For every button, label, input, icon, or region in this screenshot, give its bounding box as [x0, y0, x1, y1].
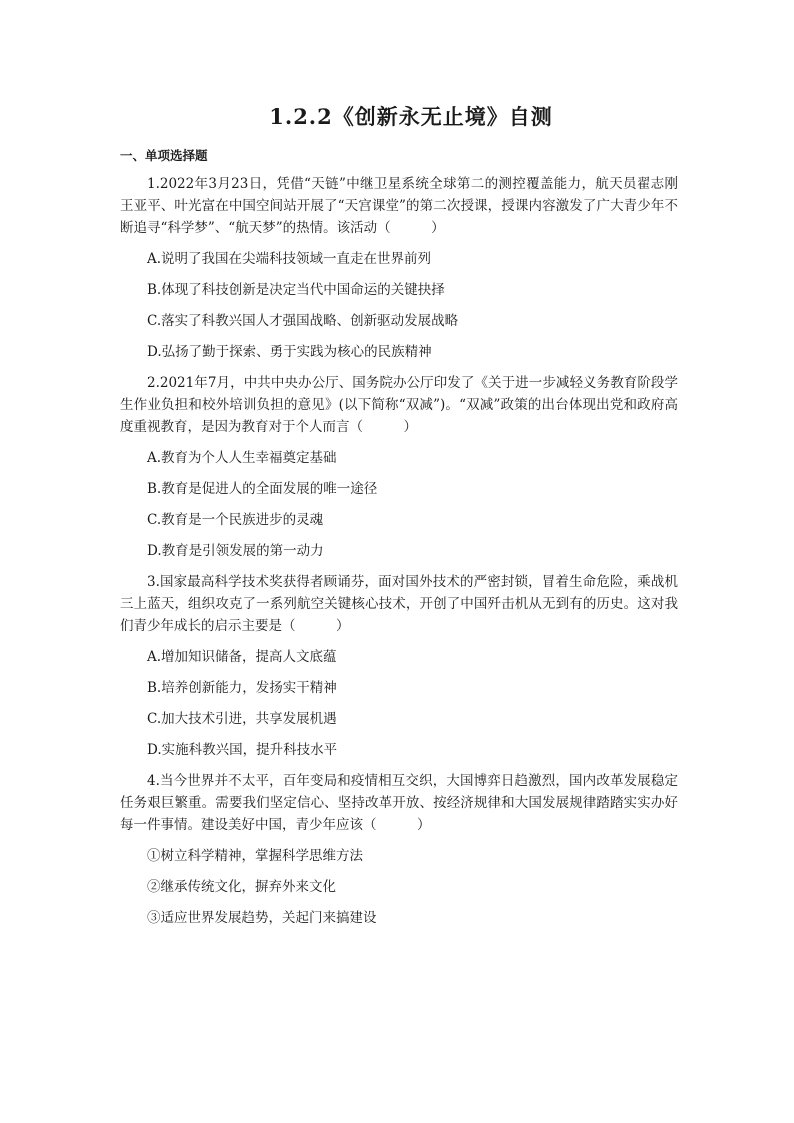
question-4: [120, 770, 678, 929]
question-stem: 4.当今世界并不太平，百年变局和疫情相互交织，大国博弈日趋激烈，国内改革发展稳定任务艰巨繁重。需要我们坚定信心、坚持改革开放、按经济规律和大国发展规律踏踏实实办好每一件事情。建设美好中国，青少年应该（ ）: [120, 773, 678, 833]
section-heading: 一、单项选择题: [120, 148, 208, 163]
option-d: D.弘扬了勤于探索、勇于实践为核心的民族精神: [147, 344, 432, 360]
option-c: C.落实了科教兴国人才强国战略、创新驱动发展战略: [147, 313, 459, 329]
option-d: D.教育是引领发展的第一动力: [147, 543, 324, 559]
option-c: C.教育是一个民族进步的灵魂: [147, 512, 324, 528]
question-stem: 2.2021年7月，中共中央办公厅、国务院办公厅印发了《关于进一步减轻义务教育阶段学生作业负担和校外培训负担的意见》(以下简称“双减”)。“双减”政策的出台体现出党和政府高度重视教育，是因为教育对于个人而言（ ）: [120, 375, 678, 435]
question-stem: 3.国家最高科学技术奖获得者顾诵芬，面对国外技术的严密封锁，冒着生命危险，乘战机三上蓝天，组织攻克了一系列航空关键核心技术，开创了中国歼击机从无到有的历史。这对我们青少年成长的启示主要是（ ）: [120, 574, 678, 634]
question-1: [120, 173, 678, 363]
option-b: B.体现了科技创新是决定当代中国命运的关键抉择: [147, 282, 445, 298]
statement-2: ②继承传统文化，摒弃外来文化: [147, 879, 336, 895]
question-list: [120, 173, 678, 938]
question-2: [120, 372, 678, 562]
document-title: 1.2.2《创新永无止境》自测: [269, 104, 553, 129]
question-3: [120, 571, 678, 761]
option-b: B.培养创新能力，发扬实干精神: [147, 680, 337, 696]
option-d: D.实施科教兴国，提升科技水平: [147, 742, 338, 758]
option-a: A.说明了我国在尖端科技领域一直走在世界前列: [147, 251, 432, 267]
statement-3: ③适应世界发展趋势，关起门来搞建设: [147, 910, 377, 926]
option-a: A.教育为个人人生幸福奠定基础: [147, 450, 337, 466]
option-c: C.加大技术引进，共享发展机遇: [147, 711, 337, 727]
option-a: A.增加知识储备，提高人文底蕴: [147, 649, 337, 665]
question-stem: 1.2022年3月23日，凭借“天链”中继卫星系统全球第二的测控覆盖能力，航天员翟志刚王亚平、叶光富在中国空间站开展了“天宫课堂”的第二次授课，授课内容激发了广大青少年不断追寻“科学梦”、“航天梦”的热情。该活动（ ）: [120, 176, 678, 236]
option-b: B.教育是促进人的全面发展的唯一途径: [147, 481, 378, 497]
statement-1: ①树立科学精神，掌握科学思维方法: [147, 848, 363, 864]
